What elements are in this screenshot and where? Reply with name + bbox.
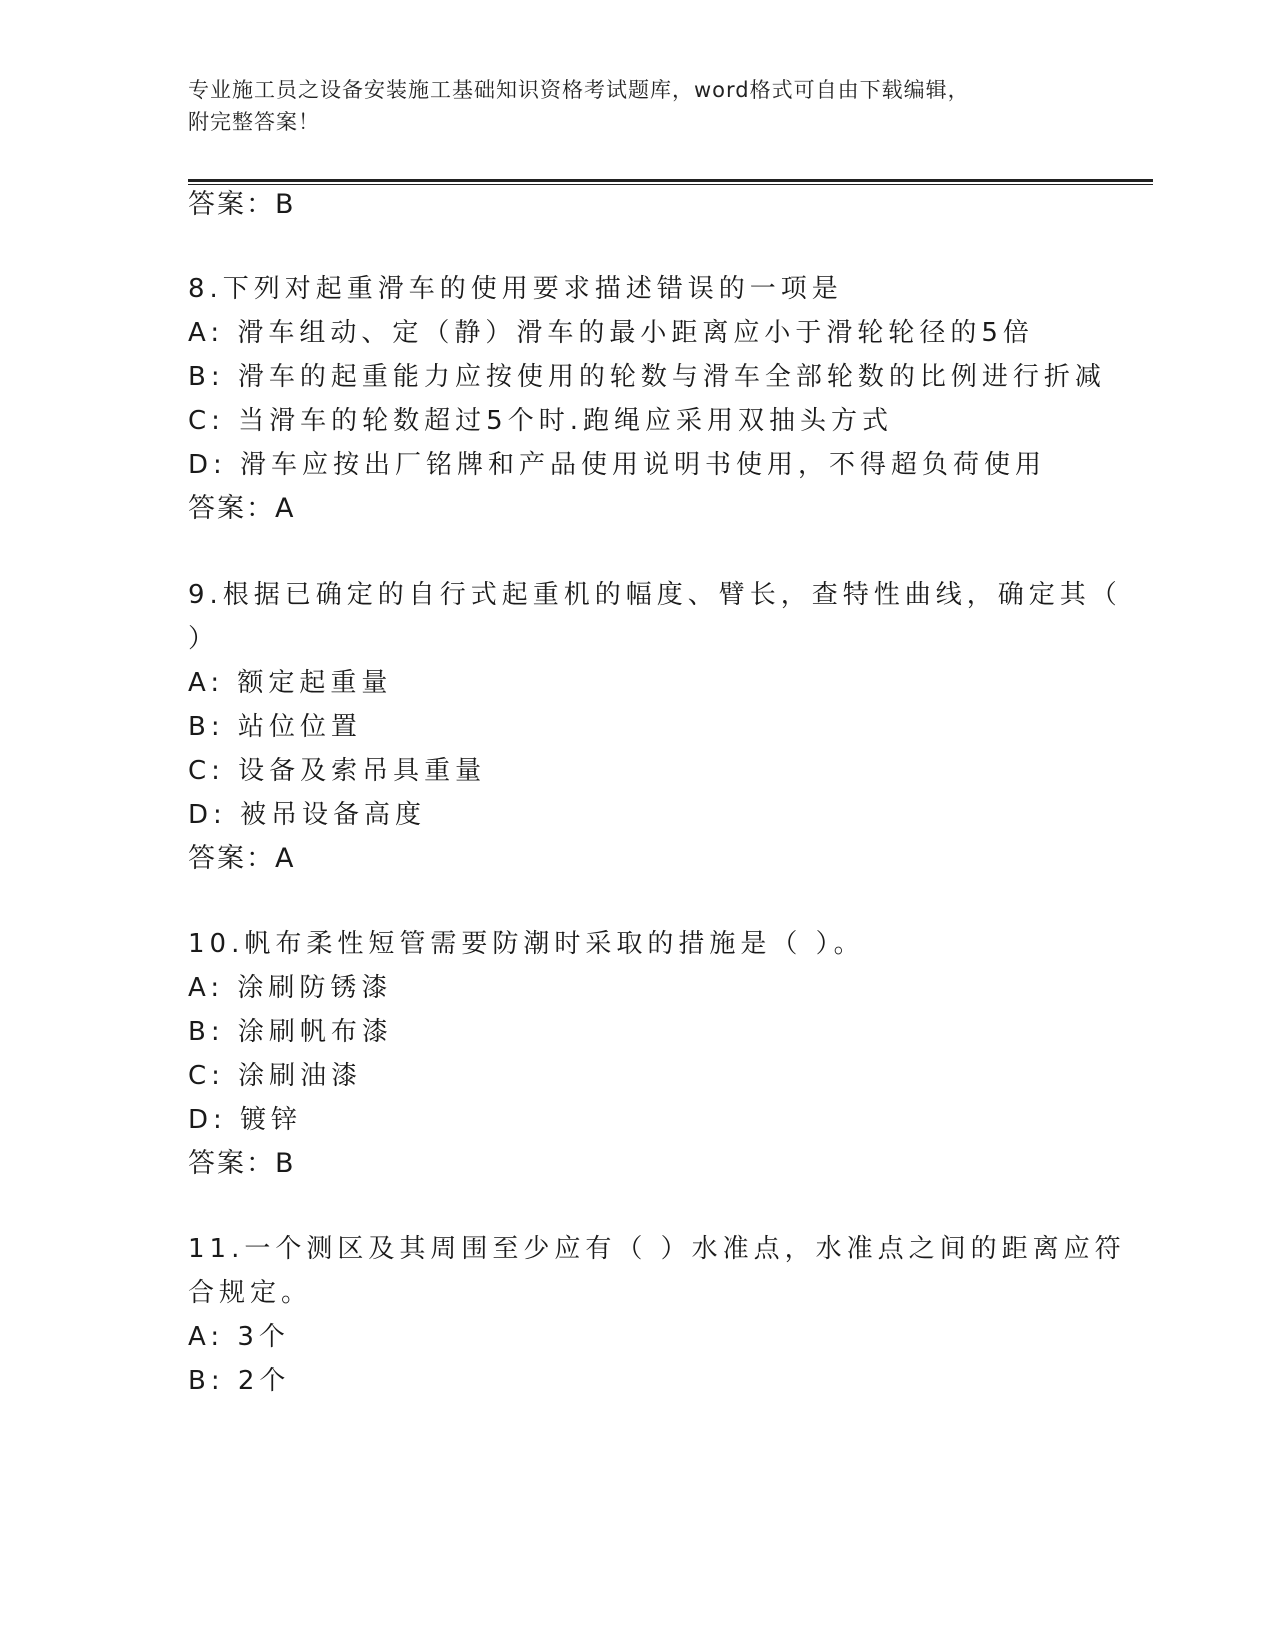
header-line-2: 附完整答案！ bbox=[188, 110, 320, 134]
question-8-option-c: C: 当滑车的轮数超过5个时.跑绳应采用双抽头方式 bbox=[188, 406, 893, 436]
question-11-option-b: B: 2个 bbox=[188, 1366, 291, 1396]
question-9-text-line-1: 9.根据已确定的自行式起重机的幅度、臂长，查特性曲线，确定其（ bbox=[188, 580, 1122, 610]
question-10-option-c: C: 涂刷油漆 bbox=[188, 1061, 363, 1091]
header-line-1: 专业施工员之设备安装施工基础知识资格考试题库，word格式可自由下载编辑， bbox=[188, 78, 970, 102]
question-10-text: 10.帆布柔性短管需要防潮时采取的措施是（ ）。 bbox=[188, 929, 865, 959]
question-9-text-line-2: ） bbox=[188, 624, 220, 654]
question-9-option-d: D: 被吊设备高度 bbox=[188, 800, 427, 830]
question-9-option-c: C: 设备及索吊具重量 bbox=[188, 756, 487, 786]
answer-q10: 答案：B bbox=[188, 1148, 296, 1179]
question-8-option-b: B: 滑车的起重能力应按使用的轮数与滑车全部轮数的比例进行折减 bbox=[188, 362, 1106, 392]
question-8-option-a: A: 滑车组动、定（静）滑车的最小距离应小于滑轮轮径的5倍 bbox=[188, 318, 1034, 348]
question-11-option-a: A: 3个 bbox=[188, 1322, 290, 1352]
question-9-option-b: B: 站位位置 bbox=[188, 712, 362, 742]
document-header bbox=[188, 74, 1088, 138]
question-10-option-d: D: 镀锌 bbox=[188, 1105, 303, 1135]
question-10-option-b: B: 涂刷帆布漆 bbox=[188, 1017, 393, 1047]
question-9-option-a: A: 额定起重量 bbox=[188, 668, 393, 698]
answer-q7: 答案：B bbox=[188, 189, 296, 220]
question-8-text: 8.下列对起重滑车的使用要求描述错误的一项是 bbox=[188, 274, 843, 304]
header-divider bbox=[188, 179, 1153, 185]
answer-q9: 答案：A bbox=[188, 843, 296, 874]
question-11-text-line-1: 11.一个测区及其周围至少应有（ ）水准点，水准点之间的距离应符 bbox=[188, 1234, 1126, 1264]
question-11-text-line-2: 合规定。 bbox=[188, 1278, 313, 1308]
question-8-option-d: D: 滑车应按出厂铭牌和产品使用说明书使用，不得超负荷使用 bbox=[188, 450, 1047, 480]
question-10-option-a: A: 涂刷防锈漆 bbox=[188, 973, 393, 1003]
answer-q8: 答案：A bbox=[188, 493, 296, 524]
